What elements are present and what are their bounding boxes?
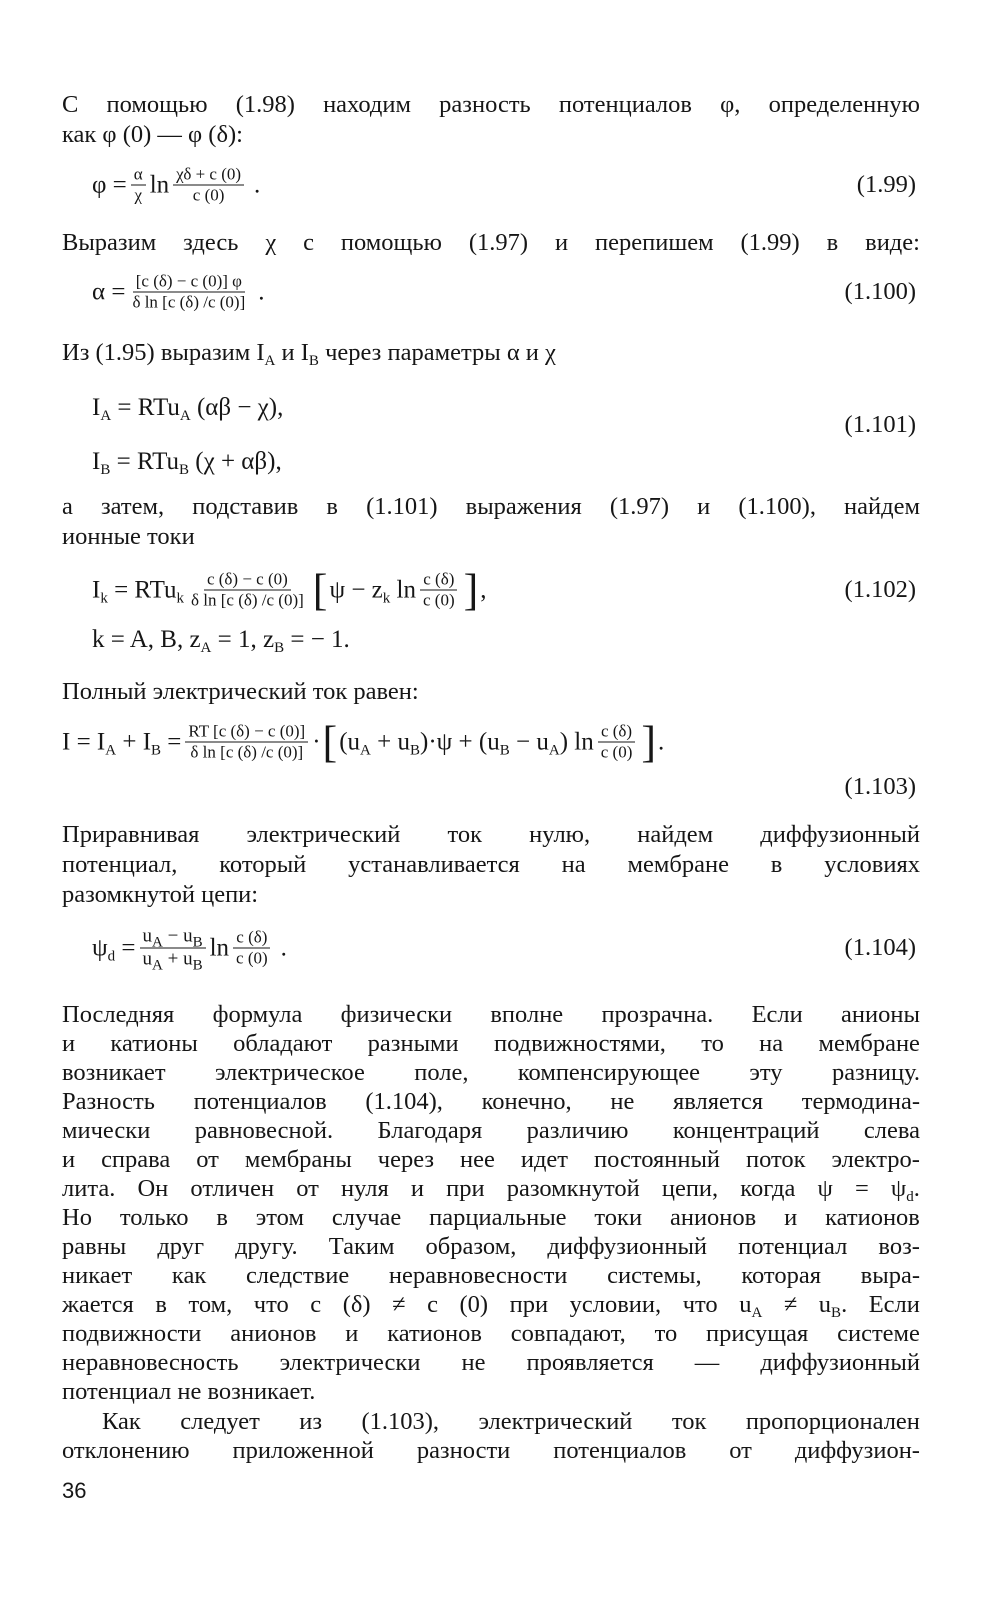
equation-number: (1.100) — [844, 278, 916, 305]
equation-number: (1.101) — [844, 411, 916, 438]
paragraph-line: подвижности анионов и катионов совпадают, то присущая системе — [62, 1320, 920, 1347]
equation-number: (1.102) — [844, 576, 916, 603]
paragraph-line: отклонению приложенной разности потенциалов от диффузион- — [62, 1437, 920, 1464]
equation-1-101: $I_A = RTu_A$ (αβ − χ), $I_B = RTu_B$ (χ + αβ), (1.101) — [92, 394, 916, 478]
text-line: ионные токи — [62, 523, 195, 550]
text-line: Из (1.95) выразим $I_A$ и $I_B$ через параметры α и χ — [62, 339, 556, 369]
paragraph-line: лита. Он отличен от нуля и при разомкнутой цепи, когда ψ = $\psi_d$. — [62, 1175, 920, 1205]
paragraph-line: жается в том, что c (δ) ≠ c (0) при условии, что $u_A$ ≠ $u_B$. Если — [62, 1291, 920, 1321]
text-line: Полный электрический ток равен: — [62, 678, 419, 705]
paragraph-line: Разность потенциалов (1.104), конечно, не является термодина- — [62, 1088, 920, 1115]
equation-number: (1.103) — [844, 773, 916, 800]
equation-1-102: $I_k = RTu_k$ $\frac{c (\delta) - c (0)}{\text{δ ln [c (δ) /c (0)]}}$ [ $\psi - z_k$ ln $\frac{c (\delta)}{c (0)}$ ] , (1.102) — [92, 565, 916, 614]
equation-1-103: $I = I_A + I_B$ = $\frac{RT [c (\delta) - c (0)]}{\text{δ ln [c (δ) /c (0)]}}$ · [ $(u_A + u_B)\cdot\psi + (u_B - u_A)$ ln $\frac{c (\delta)}{c (0)}$ ] . — [62, 717, 665, 766]
paragraph-line: равны друг другу. Таким образом, диффузионный потенциал воз- — [62, 1233, 920, 1260]
paragraph-line: и справа от мембраны через нее идет постоянный поток электро- — [62, 1146, 920, 1173]
equation-number: (1.104) — [844, 934, 916, 961]
text-line: потенциал, который устанавливается на мембране в условиях — [62, 851, 920, 878]
equation-number: (1.99) — [856, 171, 916, 198]
text-line: Выразим здесь χ с помощью (1.97) и перепишем (1.99) в виде: — [62, 229, 920, 256]
equation-1-104: $\psi_d$ = $\frac{u_A - u_B}{u_A + u_B}$ ln $\frac{c (\delta)}{c (0)}$ . (1.104) — [92, 925, 916, 974]
text-line: С помощью (1.98) находим разность потенциалов φ, определенную — [62, 91, 920, 118]
paragraph-line: возникает электрическое поле, компенсирующее эту разницу. — [62, 1059, 920, 1086]
text-line: как φ (0) — φ (δ): — [62, 121, 243, 148]
text-line: а затем, подставив в (1.101) выражения (1.97) и (1.100), найдем — [62, 493, 920, 520]
paragraph-line: мически равновесной. Благодаря различию концентраций слева — [62, 1117, 920, 1144]
paragraph-line: и катионы обладают разными подвижностями, то на мембране — [62, 1030, 920, 1057]
paragraph-line: Но только в этом случае парциальные токи анионов и катионов — [62, 1204, 920, 1231]
paragraph-line: Последняя формула физически вполне прозрачна. Если анионы — [62, 1001, 920, 1028]
paragraph-line: потенциал не возникает. — [62, 1378, 316, 1405]
paragraph-line: никает как следствие неравновесности системы, которая выра- — [62, 1262, 920, 1289]
paragraph-line: Как следует из (1.103), электрический ток пропорционален — [102, 1408, 920, 1435]
equation-1-103-number-row — [0, 770, 982, 804]
text-line: Приравнивая электрический ток нулю, найдем диффузионный — [62, 821, 920, 848]
paragraph-line: неравновесность электрически не проявляется — диффузионный — [62, 1349, 920, 1376]
equation-1-100: α = $\frac{[c (\delta) - c (0)] \varphi}{\text{δ ln [c (δ) /c (0)]}}$ . (1.100) — [92, 271, 916, 312]
equation-1-99: φ = $\frac{\alpha}{\chi}$ ln $\frac{\chi\delta + c (0)}{c (0)}$ . (1.99) — [92, 164, 916, 205]
text-line: разомкнутой цепи: — [62, 881, 259, 908]
equation-1-102-conditions: k = A, B, $z_A = 1$, $z_B$ = − 1. — [92, 626, 350, 656]
page-number: 36 — [62, 1478, 87, 1503]
